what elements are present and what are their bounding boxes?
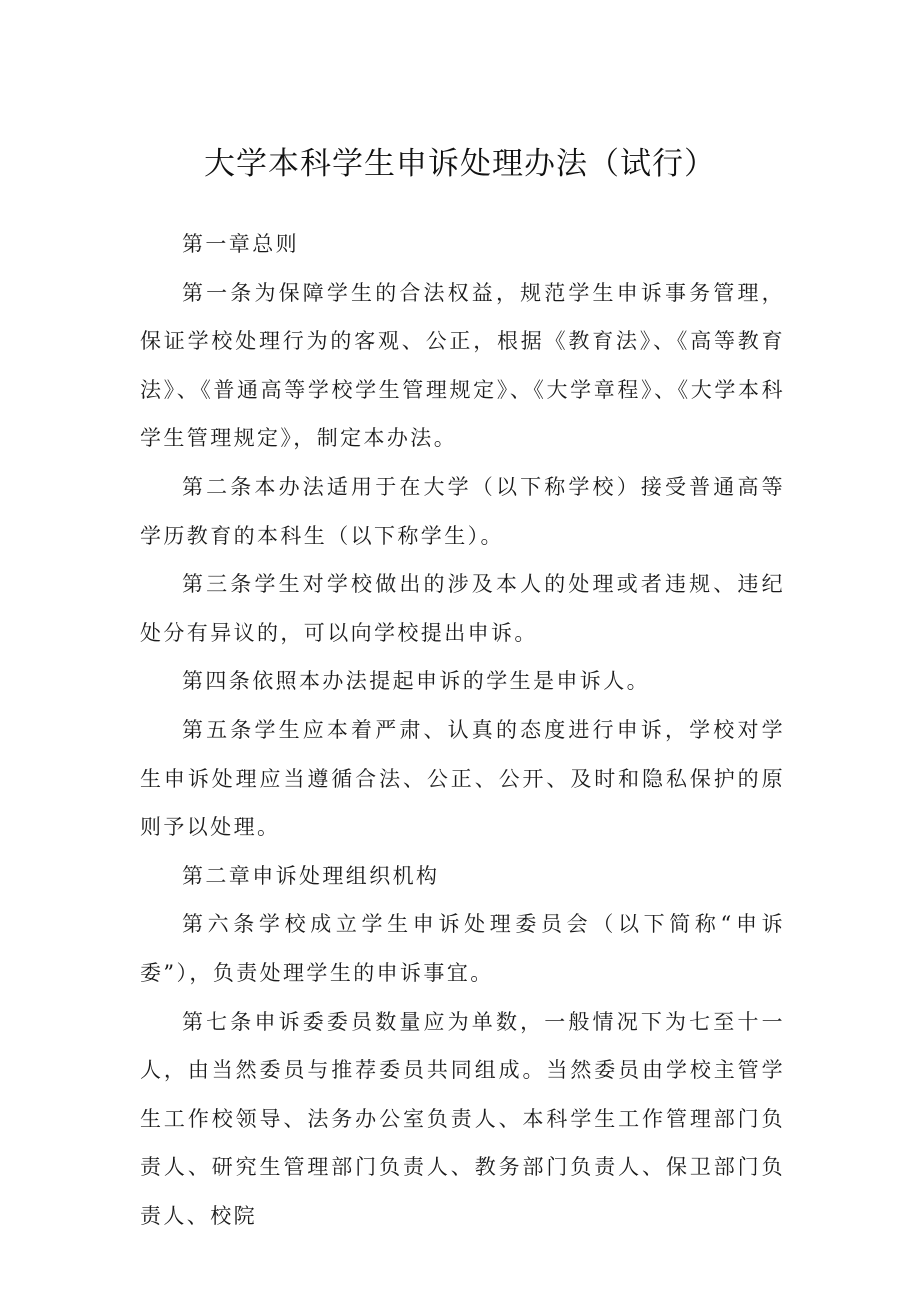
chapter-heading-2: 第二章申诉处理组织机构: [182, 863, 440, 888]
document-body: [140, 220, 785, 1240]
chapter-heading-1: 第一章总则: [182, 232, 299, 256]
document-title: 大学本科学生申诉处理办法（试行）: [204, 146, 716, 182]
article-7: 第七条申诉委委员数量应为单数，一般情况下为七至十一人，由当然委员与推荐委员共同组成。当然委员由学校主管学生工作校领导、法务办公室负责人、本科学生工作管理部门负责人、研究生管理部门负责人、教务部门负责人、保卫部门负责人、校院: [140, 1009, 785, 1228]
article-2: 第二条本办法适用于在大学（以下称学校）接受普通高等学历教育的本科生（以下称学生）。: [140, 474, 785, 548]
article-6: 第六条学校成立学生申诉处理委员会（以下简称“申诉委”），负责处理学生的申诉事宜。: [140, 912, 785, 985]
article-5: 第五条学生应本着严肃、认真的态度进行申诉，学校对学生申诉处理应当遵循合法、公正、公开、及时和隐私保护的原则予以处理。: [140, 717, 785, 840]
article-4: 第四条依照本办法提起申诉的学生是申诉人。: [182, 669, 650, 694]
article-3: 第三条学生对学校做出的涉及本人的处理或者违规、违纪处分有异议的，可以向学校提出申诉。: [140, 572, 785, 645]
article-1: 第一条为保障学生的合法权益，规范学生申诉事务管理，保证学校处理行为的客观、公正，根据《教育法》、《高等教育法》、《普通高等学校学生管理规定》、《大学章程》、《大学本科学生管理规定》，制定本办法。: [140, 280, 785, 451]
